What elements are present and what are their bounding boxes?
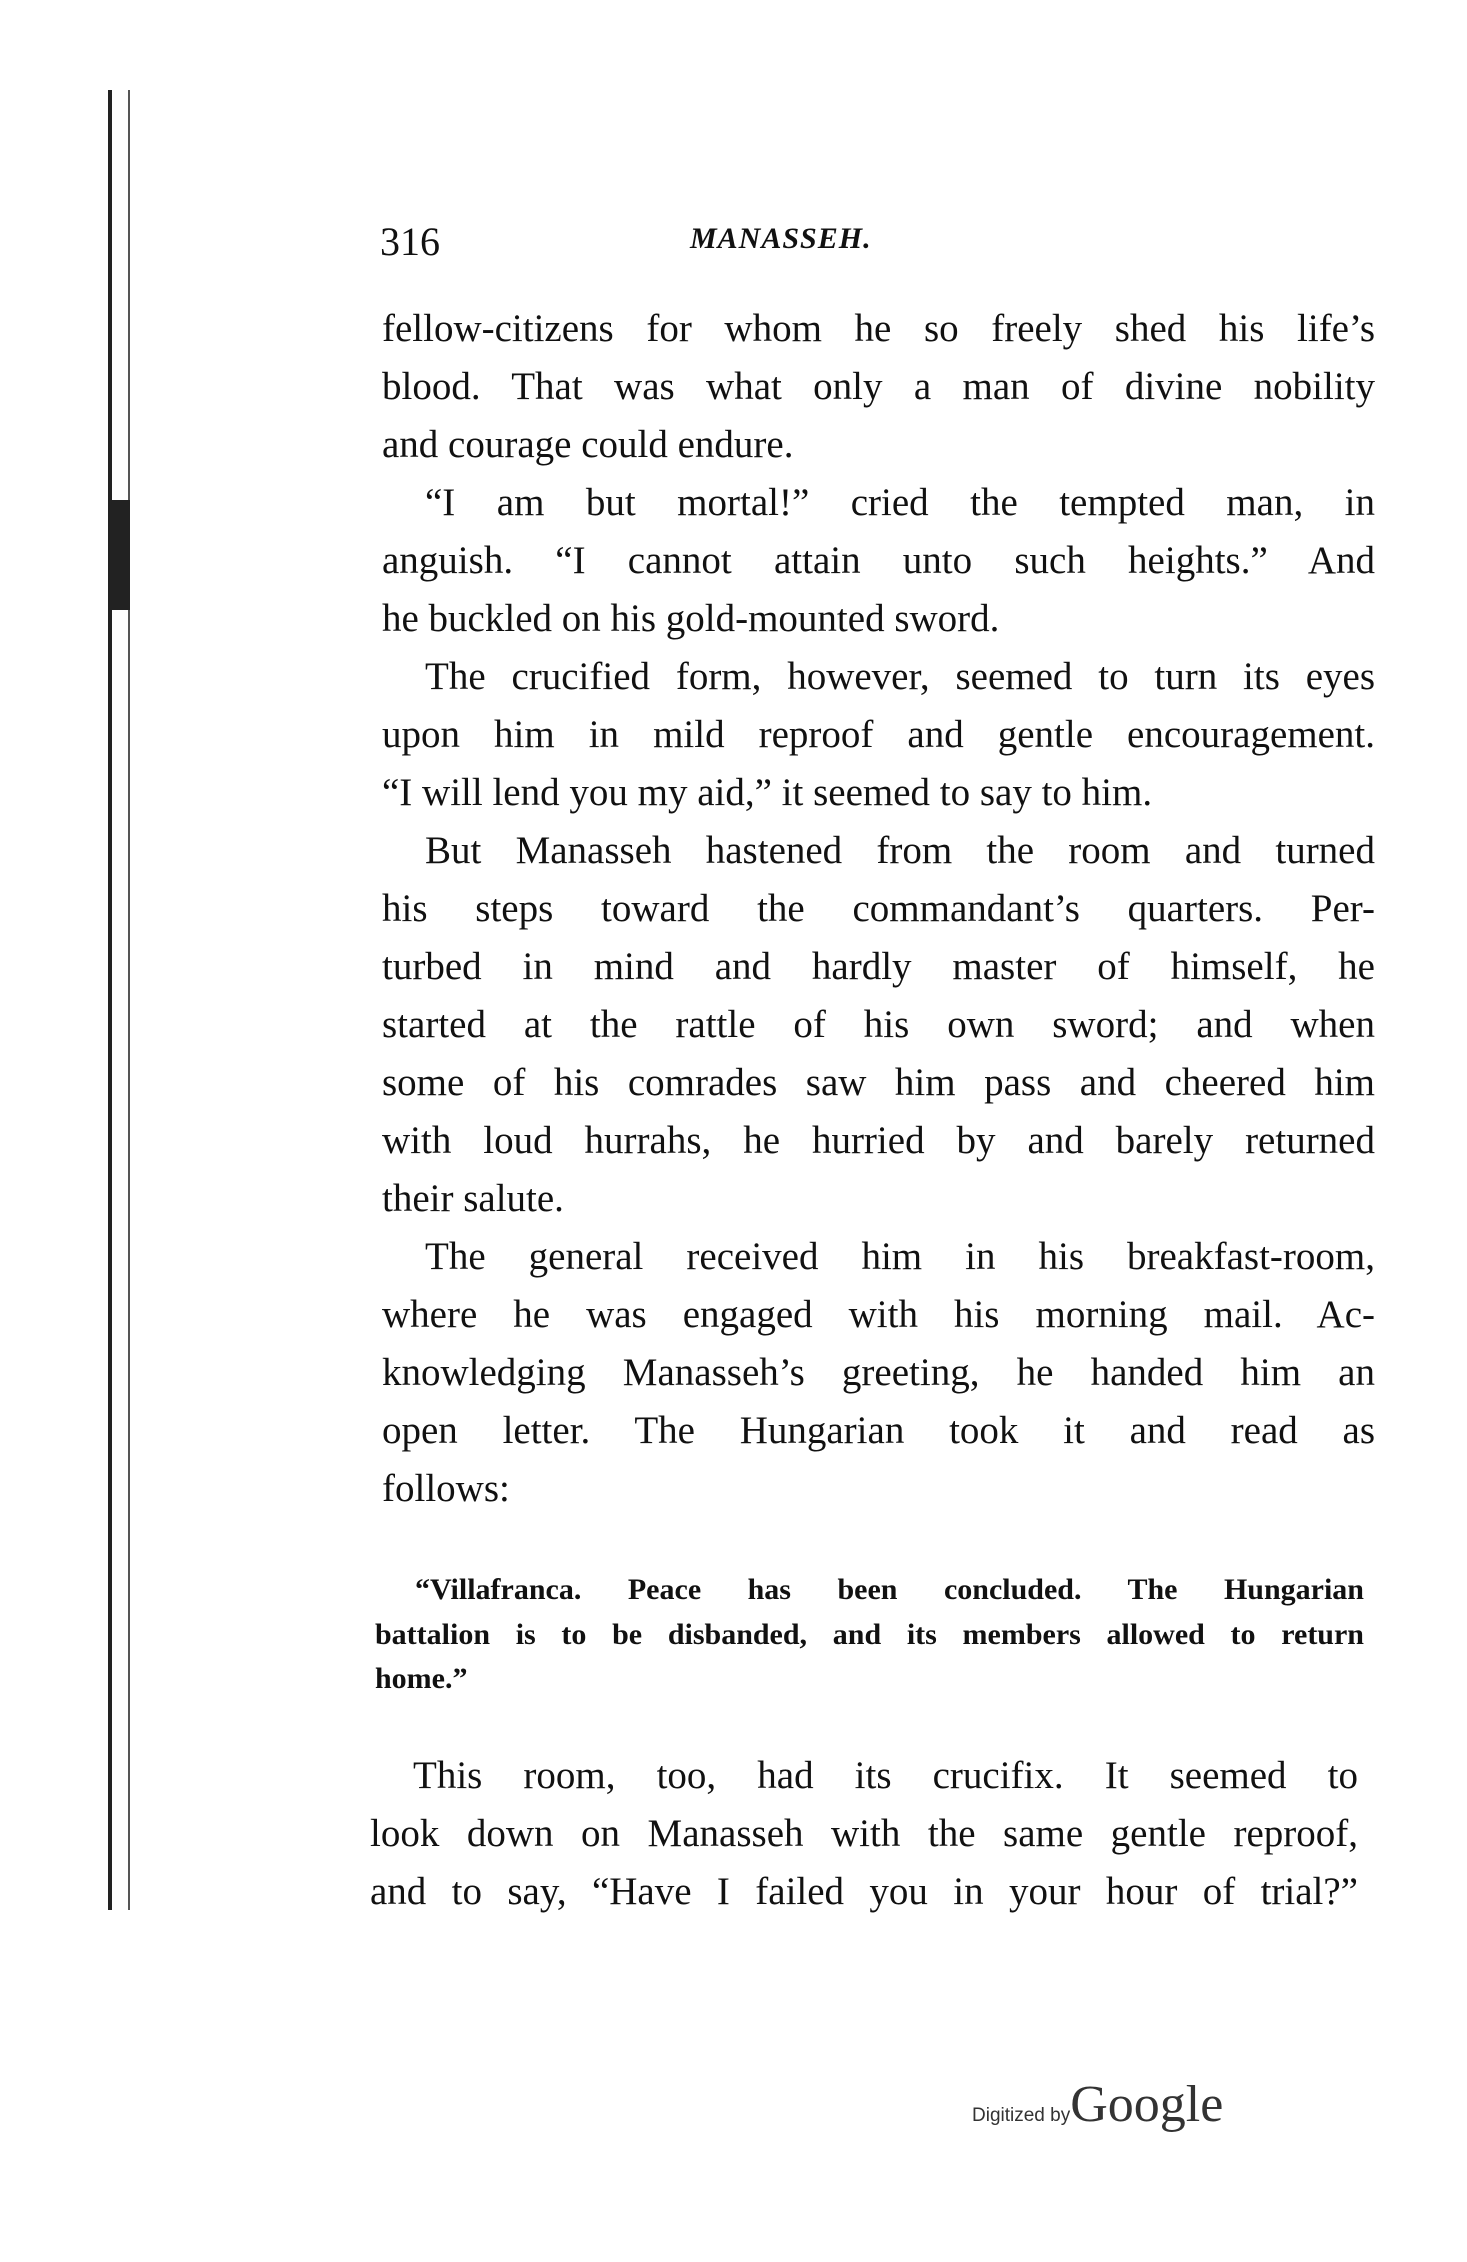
text-line: knowledging Manasseh’s greeting, he handed him an xyxy=(382,1351,1375,1394)
page-number: 316 xyxy=(380,219,440,264)
text-line: look down on Manasseh with the same gentle reproof, xyxy=(370,1812,1358,1855)
watermark xyxy=(972,2075,1223,2134)
text-line: open letter. The Hungarian took it and read as xyxy=(382,1409,1375,1452)
text-line: turbed in mind and hardly master of himself, he xyxy=(382,945,1375,988)
text-line: This room, too, had its crucifix. It seemed to xyxy=(413,1754,1358,1797)
text-line: and to say, “Have I failed you in your hour of trial?” xyxy=(370,1870,1358,1913)
text-line: started at the rattle of his own sword; and when xyxy=(382,1003,1375,1046)
text-line: blood. That was what only a man of divine nobility xyxy=(382,365,1375,408)
text-line: and courage could endure. xyxy=(382,423,794,466)
text-line: “Villafranca. Peace has been concluded. The Hungarian xyxy=(415,1573,1364,1606)
text-line: The crucified form, however, seemed to turn its eyes xyxy=(425,655,1375,698)
text-line: upon him in mild reproof and gentle encouragement. xyxy=(382,713,1375,756)
text-line: battalion is to be disbanded, and its members allowed to return xyxy=(375,1617,1364,1651)
running-title: MANASSEH. xyxy=(690,222,872,255)
watermark-prefix: Digitized by xyxy=(972,2105,1071,2126)
text-line: fellow-citizens for whom he so freely shed his life’s xyxy=(382,307,1375,350)
text-line: their salute. xyxy=(382,1177,564,1220)
text-line: his steps toward the commandant’s quarters. Per- xyxy=(382,887,1375,930)
text-line: “I am but mortal!” cried the tempted man, in xyxy=(425,481,1375,524)
text-line: where he was engaged with his morning mail. Ac- xyxy=(382,1293,1375,1336)
text-line: “I will lend you my aid,” it seemed to say to him. xyxy=(382,771,1153,814)
text-line: But Manasseh hastened from the room and turned xyxy=(425,829,1375,872)
page-edge-line xyxy=(112,500,130,610)
text-line: home.” xyxy=(375,1662,468,1695)
text-line: some of his comrades saw him pass and cheered him xyxy=(382,1061,1375,1104)
google-logo: Google xyxy=(1070,2076,1224,2133)
text-line: follows: xyxy=(382,1467,510,1510)
text-line: The general received him in his breakfast-room, xyxy=(425,1235,1375,1278)
text-line: he buckled on his gold-mounted sword. xyxy=(382,597,1000,640)
page-edge-line xyxy=(128,90,130,1910)
text-line: anguish. “I cannot attain unto such heights.” And xyxy=(382,539,1375,582)
text-line: with loud hurrahs, he hurried by and barely returned xyxy=(382,1119,1375,1162)
page-edge-line xyxy=(108,90,112,1910)
